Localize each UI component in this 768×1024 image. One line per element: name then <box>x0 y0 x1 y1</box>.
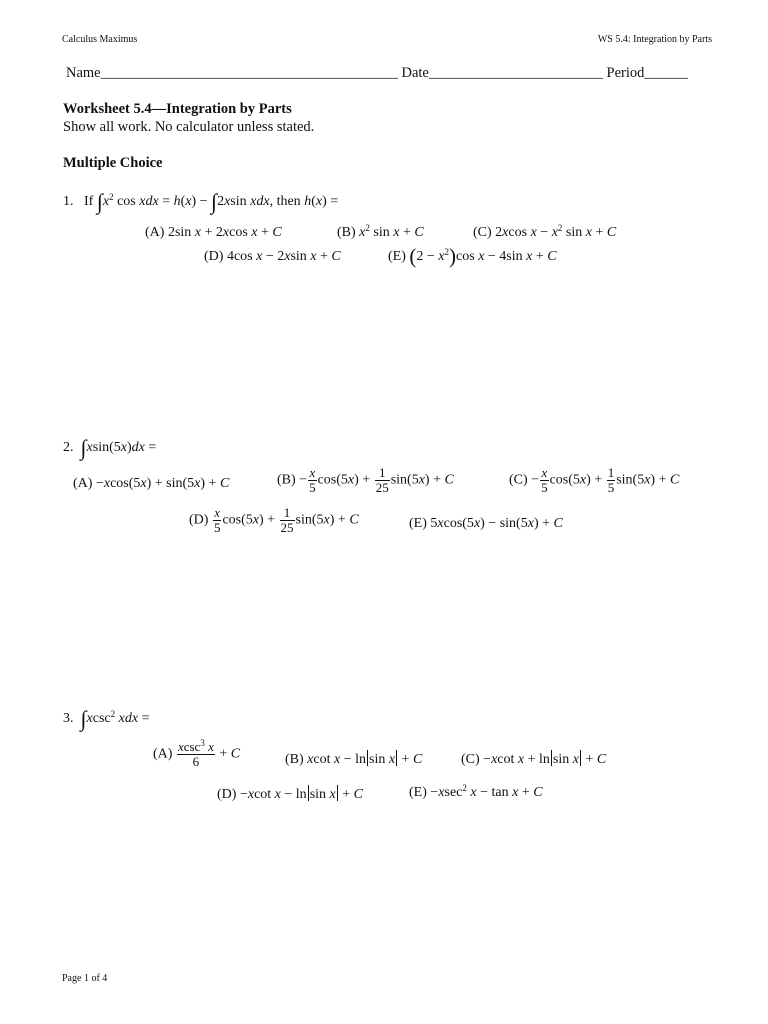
q1-choice-b[interactable]: (B) $x^2$ sin x + C <box>337 223 424 240</box>
q3-choice-b[interactable]: (B) xcot x − ln sin x + C <box>285 752 423 767</box>
period-blank[interactable]: ______ <box>644 65 688 81</box>
question-1-number: 1. <box>63 194 74 209</box>
question-1-mid: , then <box>269 194 301 209</box>
question-3-number: 3. <box>63 711 74 726</box>
period-label: Period <box>606 65 645 81</box>
q3-choice-d[interactable]: (D) −xcot x − ln sin x + C <box>217 787 363 802</box>
question-2-stem <box>63 435 157 460</box>
question-3-stem <box>63 706 150 731</box>
name-blank[interactable]: _________________________________________ <box>100 65 398 81</box>
q3-choice-e[interactable]: (E) −xsec$^2$ x − tan x + C <box>409 783 543 800</box>
page-number: Page 1 of 4 <box>62 973 108 984</box>
name-label: Name <box>66 65 101 81</box>
question-1-lead: If <box>84 194 94 209</box>
q2-choice-d[interactable]: (D) $\frac{x}{5}$ cos(5x) + $\frac{1}{25}$ sin(5x) + C <box>189 505 359 535</box>
header-course: Calculus Maximus <box>62 34 138 45</box>
worksheet-title: Worksheet 5.4—Integration by Parts <box>63 101 292 117</box>
instructions: Show all work. No calculator unless stated. <box>63 119 315 135</box>
section-heading: Multiple Choice <box>63 155 163 171</box>
q1-choice-a[interactable]: (A) 2sin x + 2xcos x + C <box>145 225 282 240</box>
q3-choice-a[interactable]: (A) $\frac{xcsc^3 x}{6}$ + C <box>153 738 241 769</box>
header-worksheet: WS 5.4: Integration by Parts <box>597 34 712 45</box>
question-2-number: 2. <box>63 440 74 455</box>
q2-choice-c[interactable]: (C) − $\frac{x}{5}$ cos(5x) + $\frac{1}{5}$ sin(5x) + C <box>509 465 680 495</box>
date-label: Date <box>401 65 429 81</box>
q2-choice-e[interactable]: (E) 5xcos(5x) − sin(5x) + C <box>409 516 563 531</box>
q2-choice-b[interactable]: (B) − $\frac{x}{5}$ cos(5x) + $\frac{1}{25}$ sin(5x) + C <box>277 465 454 495</box>
question-2-expression: ∫xsin(5x)dx = <box>80 435 157 460</box>
q1-choice-c[interactable]: (C) 2xcos $x - x^2$ sin x + C <box>473 223 617 240</box>
q3-choice-c[interactable]: (C) −xcot x + ln sin x + C <box>461 752 607 767</box>
q1-choice-e[interactable]: (E) $(2 - x^2)\cos$ x − 4sin x + C <box>388 244 557 268</box>
name-line <box>66 65 688 82</box>
question-1-stem <box>63 189 339 214</box>
question-1-expression: $\int x^2$ cos xdx = h(x) − ∫2xsin xdx <box>96 189 270 214</box>
question-3-expression: ∫xcsc$^2$ xdx = <box>80 706 150 731</box>
question-1-h: h(x) = <box>304 194 339 209</box>
q2-choice-a[interactable]: (A) −xcos(5x) + sin(5x) + C <box>73 476 230 491</box>
date-blank[interactable]: ________________________ <box>428 65 603 81</box>
q1-choice-d[interactable]: (D) 4cos x − 2xsin x + C <box>204 249 341 264</box>
